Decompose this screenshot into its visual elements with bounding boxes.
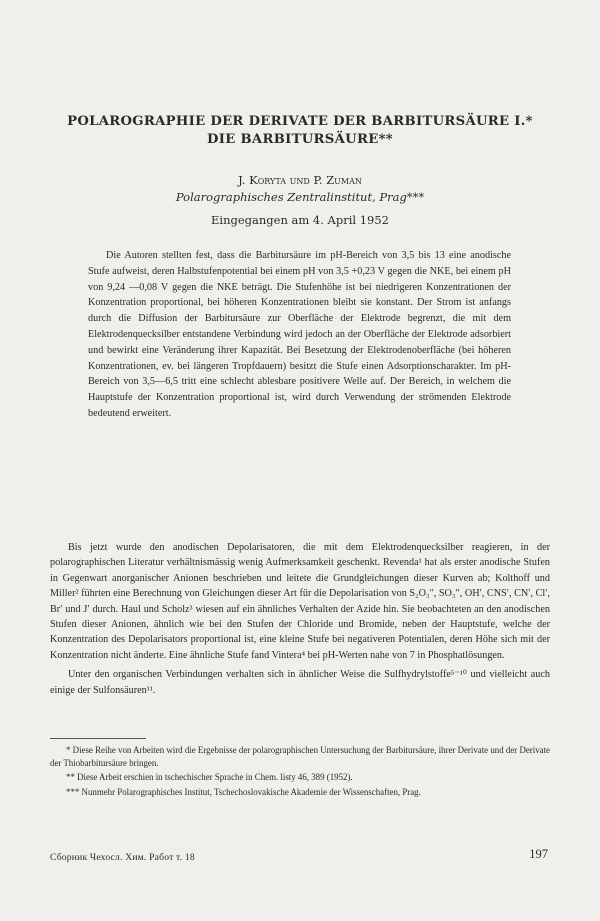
body-text: [50, 540, 550, 702]
journal-reference: Сборник Чехосл. Хим. Работ т. 18: [50, 852, 195, 863]
title-line-1: POLAROGRAPHIE DER DERIVATE DER BARBITURSÄURE I.*: [67, 114, 533, 129]
body-paragraph-2: Unter den organischen Verbindungen verhalten sich in ähnlicher Weise die Sulfhydrylstoffe⁵⁻¹⁰ und vielleicht auch einige der Sulfonsäuren¹¹.: [50, 669, 550, 696]
footnote-1: * Diese Reihe von Arbeiten wird die Ergebnisse der polarographischen Untersuchung der Barbitursäure, ihrer Derivate und der Derivate der Thiobarbitursäure bringen.: [50, 745, 550, 769]
footnote-2: ** Diese Arbeit erschien in tschechischer Sprache in Chem. listy 46, 389 (1952).: [66, 772, 353, 783]
abstract: Die Autoren stellten fest, dass die Barbitursäure im pH-Bereich von 3,5 bis 13 eine anodische Stufe aufweist, deren Halbstufenpotential bei einem pH von 3,5 +0,23 V gegen die NKE, bei einem pH von 9,24 —0,08 V gegen die NKE beträgt. Die Stufenhöhe ist bei niedrigeren Konzentrationen der Konzentration proportional, bei höheren Konzentrationen bleibt sie konstant. Der Strom ist anfangs durch die Diffusion der Barbitursäure zur Oberfläche der Elektrode begrenzt, die mit dem Elektrodenquecksilber entstandene Verbindung wird jedoch an der Oberfläche der Elektrode adsorbiert und bewirkt eine Veränderung ihrer Kapazität. Bei Besetzung der Elektrodenoberfläche (bei höheren Konzentrationen, ev. bei längeren Tropfdauern) besitzt die Stufe einen Adsorptionscharakter. Im pH-Bereich von 3,5—6,5 tritt eine schlecht ablesbare positivere Welle auf. Der Bereich, in welchem die Hauptstufe der Konzentration proportional ist, wird durch Verwendung der strömenden Elektrode bedeutend erweitert.: [88, 250, 511, 419]
authors: J. Koryta und P. Zuman: [238, 173, 362, 187]
body-paragraph-1: Bis jetzt wurde den anodischen Depolarisatoren, die mit dem Elektrodenquecksilber reagieren, in der polarographischen Literatur verhältnismässig wenig Aufmerksamkeit geschenkt. Revenda¹ hat als erster anodische Stufen in Gegenwart anorganischer Anionen beschrieben und leitete die Grundgleichungen dieser Kurven ab; Kolthoff und Miller² führten eine Berechnung von Gleichungen dieser Art für die Depolarisation von S₂O₃″, SO₃″, OH′, CNS′, CN′, Cl′, Br′ und J′ durch. Haul und Scholz³ wiesen auf ein ähnliches Verhalten der Azide hin. Sie beobachteten an den anodischen Stufen dieser Anionen, ähnlich wie bei den Stufen der Chloride und Bromide, neben der Hauptstufe, welche der Konzentration des Depolarisators proportional ist, eine kleine Stufe bei negativeren Potentialen, deren Höhe sich mit der Konzentration nicht änderte. Eine ähnliche Stufe fand Vintera⁴ bei pH-Werten nahe von 7 in Phosphatlösungen.: [50, 542, 550, 661]
page-number: 197: [529, 847, 548, 861]
paper-title: [60, 113, 540, 149]
title-line-2: DIE BARBITURSÄURE**: [207, 132, 393, 147]
footnotes: [50, 744, 550, 800]
affiliation: Polarographisches Zentralinstitut, Prag***: [175, 190, 425, 204]
footnote-3: *** Nunmehr Polarographisches Institut, Tschechoslovakische Akademie der Wissenschaften, Prag.: [66, 786, 421, 797]
footnote-divider: [50, 738, 146, 739]
received-date: Eingegangen am 4. April 1952: [211, 213, 389, 227]
